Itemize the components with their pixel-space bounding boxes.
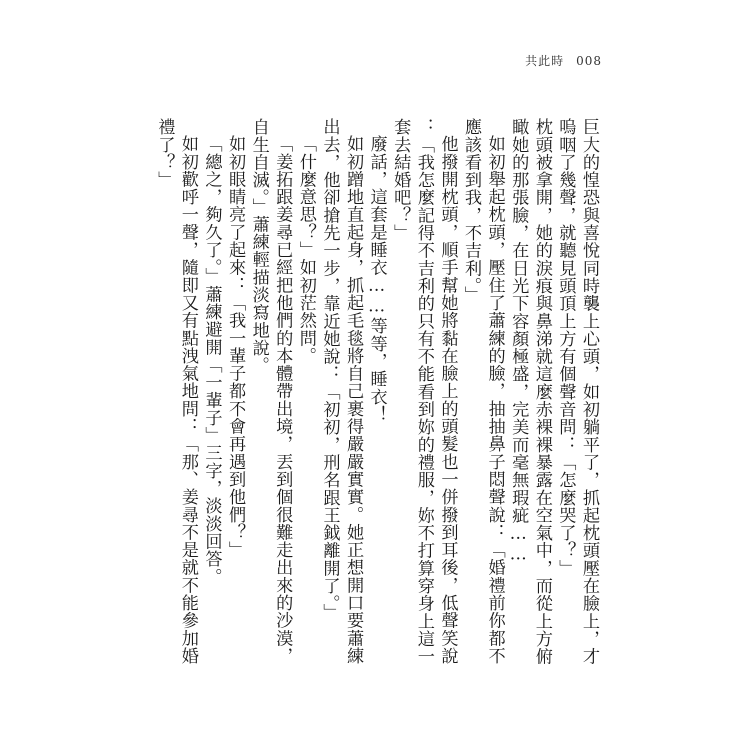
paragraph: 廢話，這套是睡衣……等等，睡衣！ [366,135,387,424]
paragraph: 如初歡呼一聲，隨即又有點洩氣地問：「那、姜尋不是就不能參加婚禮了？」 [154,118,198,665]
paragraph: 「什麼意思？」如初茫然問。 [295,135,316,365]
paragraph: 枕頭被拿開，她的淚痕與鼻涕就這麼赤裸裸暴露在空氣中，而從上方俯瞰她的那張臉，在日光下容顏極盛，完美而毫無瑕疵…… [508,118,552,666]
paragraph: 「總之，夠久了。」蕭練避開「一輩子」三字，淡淡回答。 [201,135,222,586]
paragraph: 如初眼睛亮了起來：「我一輩子都不會再遇到他們？」 [225,135,246,559]
paragraph: 如初蹭地直起身，抓起毛毯將自己裹得嚴嚴實實。她正想開口要蕭練出去，他卻搶先一步，靠近她說：「初初，刑名跟王鉞離開了。」 [319,118,364,665]
page-number: 008 [576,54,602,68]
running-header [525,52,602,69]
paragraph: 「姜拓跟姜尋已經把他們的本體帶出境，丟到個很難走出來的沙漠，自生自滅。」蕭練輕描淡寫地說。 [248,118,293,665]
book-title: 共此時 [525,54,565,68]
paragraph: 巨大的惶恐與喜悅同時襲上心頭，如初躺平了，抓起枕頭壓在臉上，才嗚咽了幾聲，就聽見頭頂上方有個聲音問：「怎麼哭了？」 [555,118,599,666]
paragraph: 如初舉起枕頭，壓住了蕭練的臉，抽抽鼻子悶聲說：「婚禮前你都不應該看到我，不吉利。」 [461,118,505,665]
body-text [152,118,600,678]
paragraph: 他撥開枕頭，順手幫她將黏在臉上的頭髮也一併撥到耳後，低聲笑說：「我怎麼記得不吉利的只有不能看到妳的禮服，妳不打算穿身上這一套去結婚吧？」 [390,118,458,666]
